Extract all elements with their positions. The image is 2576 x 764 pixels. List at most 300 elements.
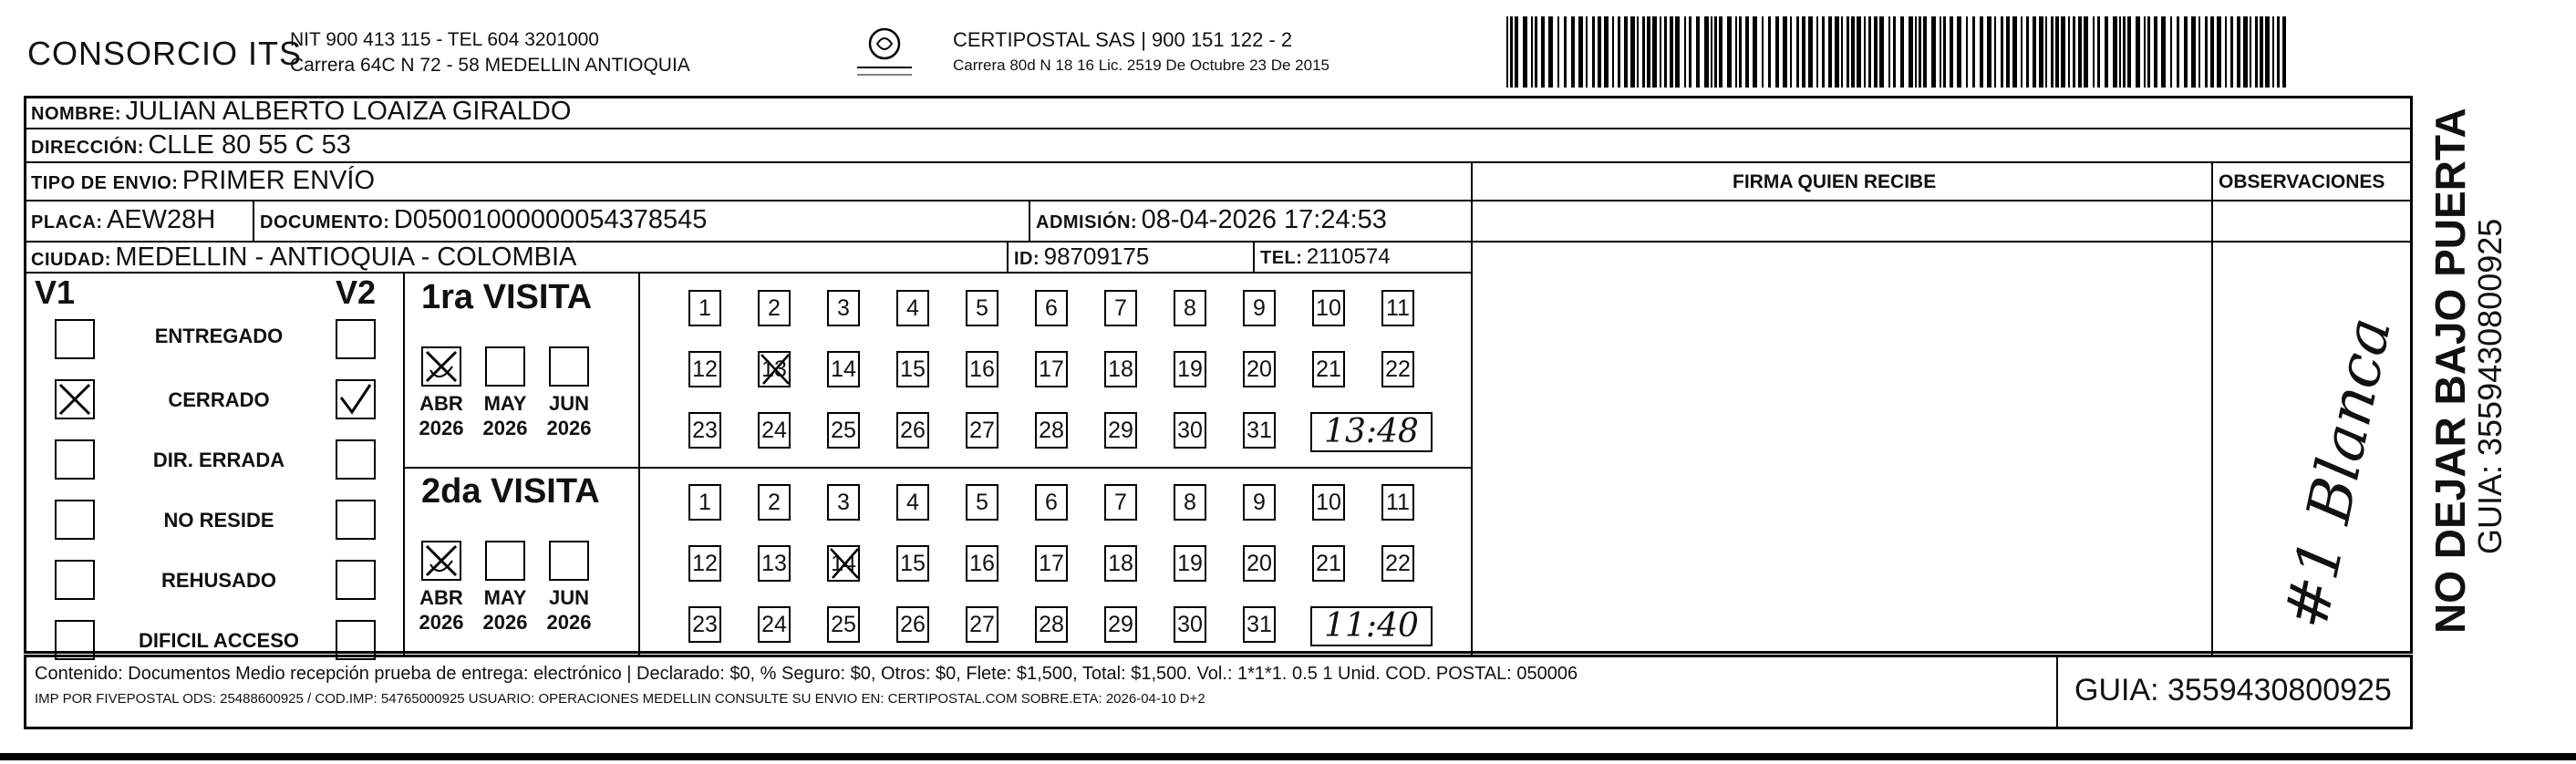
barcode-bar: [1689, 16, 1691, 88]
status-label: REHUSADO: [161, 569, 276, 592]
status-label: NO RESIDE: [163, 509, 274, 532]
barcode-bar: [1980, 16, 1983, 88]
barcode-bar: [1541, 16, 1545, 88]
day-box[interactable]: 10: [1312, 290, 1345, 326]
barcode-bar: [1802, 16, 1805, 88]
status-label: DIFICIL ACCESO: [138, 629, 299, 652]
month-year: 2026: [546, 417, 592, 439]
barcode-bar: [2113, 16, 2117, 88]
check-mark-icon: [758, 351, 794, 387]
day-box[interactable]: 27: [966, 412, 998, 449]
barcode-bar: [1851, 16, 1855, 88]
day-box[interactable]: 25: [827, 412, 860, 449]
day-box[interactable]: 9: [1243, 484, 1276, 521]
v1-checkbox[interactable]: [55, 500, 95, 540]
plate-label: PLACA:: [31, 212, 103, 232]
barcode-bar: [2012, 16, 2017, 88]
barcode-bar: [1647, 16, 1650, 88]
barcode-bar: [2210, 16, 2214, 88]
barcode-bar: [1835, 16, 1839, 88]
barcode-bar: [1727, 16, 1732, 88]
barcode-bar: [1670, 16, 1673, 88]
month-name: MAY: [483, 586, 527, 609]
visit-time: 13:48: [1310, 412, 1433, 452]
v2-checkbox[interactable]: [336, 560, 376, 600]
barcode-bar: [1957, 16, 1961, 88]
barcode-bar: [1762, 16, 1764, 88]
day-box[interactable]: 5: [966, 290, 998, 326]
month-name: JUN: [548, 586, 589, 609]
day-box[interactable]: 13: [758, 351, 791, 387]
barcode-bar: [1768, 16, 1771, 88]
ship-type: PRIMER ENVÍO: [181, 166, 376, 195]
v1-checkbox[interactable]: [55, 560, 95, 600]
document-number: D05001000000054378545: [393, 205, 708, 234]
day-box[interactable]: 21: [1312, 351, 1345, 387]
visit-time: 11:40: [1310, 606, 1433, 646]
barcode-bar: [2255, 16, 2258, 88]
barcode-bar: [1868, 16, 1871, 88]
barcode-bar: [2198, 16, 2200, 88]
barcode-bar: [1618, 16, 1620, 88]
v2-checkbox[interactable]: [336, 319, 376, 359]
plate-cell: [31, 205, 215, 235]
day-box[interactable]: 13: [758, 545, 791, 582]
barcode-bar: [1523, 16, 1527, 88]
observations-column-title: OBSERVACIONES: [2219, 171, 2385, 192]
tel-cell: [1260, 244, 1391, 270]
day-box[interactable]: 25: [827, 606, 860, 643]
barcode-bar: [2051, 16, 2054, 88]
day-box[interactable]: 3: [827, 484, 860, 521]
day-box[interactable]: 30: [1174, 412, 1206, 449]
barcode-bar: [1510, 16, 1513, 88]
barcode-bar: [2039, 16, 2043, 88]
month-checkbox[interactable]: [549, 346, 589, 387]
v1-checkbox[interactable]: [55, 439, 95, 480]
barcode-bar: [1548, 16, 1553, 88]
day-box[interactable]: 30: [1174, 606, 1206, 643]
barcode-bar: [2055, 16, 2059, 88]
v2-checkbox[interactable]: [336, 500, 376, 540]
day-box[interactable]: 21: [1312, 545, 1345, 582]
observation-note: #1 Blanca: [2271, 311, 2405, 635]
courier-info: [953, 27, 1329, 78]
barcode-bar: [1943, 16, 1946, 88]
bottom-rule: [0, 753, 2576, 760]
barcode-bar: [1664, 16, 1667, 88]
barcode-bar: [2136, 16, 2140, 88]
month-checkbox[interactable]: [421, 541, 461, 581]
day-box[interactable]: 26: [896, 606, 929, 643]
month-label: [478, 391, 533, 440]
barcode-bar: [1857, 16, 1861, 88]
barcode-bar: [1966, 16, 1968, 88]
barcode-bar: [2093, 16, 2095, 88]
courier-name: CERTIPOSTAL SAS | 900 151 122 - 2: [953, 28, 1293, 51]
column-divider: [403, 272, 405, 655]
barcode-bar: [2170, 16, 2172, 88]
company-address: Carrera 64C N 72 - 58 MEDELLIN ANTIOQUIA: [290, 55, 690, 76]
barcode: [1505, 16, 2289, 88]
name-row: [31, 97, 571, 127]
barcode-bar: [1624, 16, 1628, 88]
barcode-bar: [2021, 16, 2023, 88]
admission-date: 08-04-2026 17:24:53: [1141, 205, 1387, 234]
cell-divider: [253, 201, 254, 241]
barcode-bar: [1879, 16, 1884, 88]
day-box[interactable]: 1: [688, 290, 721, 326]
barcode-bar: [1557, 16, 1559, 88]
barcode-bar: [2073, 16, 2075, 88]
barcode-bar: [2191, 16, 2196, 88]
certipostal-logo-icon: [853, 26, 916, 82]
document-label: DOCUMENTO:: [260, 212, 390, 232]
footer-divider: [26, 655, 2411, 657]
barcode-bar: [1711, 16, 1712, 88]
month-checkbox[interactable]: [421, 346, 461, 387]
month-name: ABR: [419, 392, 463, 415]
v1-header: V1: [35, 274, 76, 311]
barcode-bar: [2237, 16, 2240, 88]
plate: AEW28H: [107, 205, 216, 234]
barcode-bar: [2205, 16, 2208, 88]
barcode-bar: [2061, 16, 2065, 88]
barcode-bar: [1745, 16, 1749, 88]
v2-checkbox[interactable]: [336, 439, 376, 480]
city-cell: [31, 243, 576, 273]
month-year: 2026: [546, 611, 592, 634]
month-checkbox[interactable]: [485, 541, 525, 581]
v1-checkbox[interactable]: [55, 620, 95, 660]
barcode-bar: [1564, 16, 1567, 88]
barcode-bar: [2147, 16, 2150, 88]
barcode-bar: [1612, 16, 1614, 88]
barcode-bar: [1940, 16, 1941, 88]
v2-header: V2: [336, 274, 377, 311]
barcode-bar: [2265, 16, 2270, 88]
barcode-bar: [1515, 16, 1518, 88]
v2-checkbox[interactable]: [336, 379, 376, 419]
company-info: [290, 27, 690, 78]
day-box[interactable]: 22: [1381, 545, 1414, 582]
company-name: CONSORCIO ITS: [27, 35, 303, 72]
barcode-bar: [1816, 16, 1818, 88]
barcode-bar: [1719, 16, 1723, 88]
month-label: [414, 585, 469, 635]
column-divider: [638, 272, 640, 655]
imp-line: IMP POR FIVEPOSTAL ODS: 25488600925 / COD.IMP: 54765000925 USUARIO: OPERACIONES MEDELLIN CONSULTE SU ENVIO EN: CERTIPOSTAL.COM SOBRE.ETA: 2026-04-10 D+2: [35, 691, 1205, 707]
column-divider: [1471, 161, 1473, 655]
content-line: Contenido: Documentos Medio recepción prueba de entrega: electrónico | Declarado: $0, % Seguro: $0, Otros: $0, Flete: $1,500, Total: $1,500. Vol.: 1*1*1. 0.5 1 Unid. COD. POSTAL: 050006: [35, 664, 1578, 684]
barcode-bar: [1592, 16, 1595, 88]
day-box[interactable]: 14: [827, 351, 860, 387]
row-divider: [26, 128, 2411, 129]
barcode-bar: [1874, 16, 1878, 88]
barcode-bar: [1822, 16, 1825, 88]
day-box[interactable]: 26: [896, 412, 929, 449]
cell-divider: [1253, 241, 1255, 272]
day-box[interactable]: 31: [1243, 412, 1276, 449]
visit-title: 2da VISITA: [421, 472, 600, 511]
side-notice: NO DEJAR BAJO PUERTA: [2426, 108, 2474, 634]
barcode-bar: [1675, 16, 1680, 88]
day-box[interactable]: 29: [1104, 606, 1137, 643]
day-box[interactable]: 6: [1035, 290, 1068, 326]
barcode-bar: [1909, 16, 1913, 88]
barcode-bar: [1531, 16, 1533, 88]
day-box[interactable]: 29: [1104, 412, 1137, 449]
day-box[interactable]: 19: [1174, 545, 1206, 582]
barcode-bar: [2154, 16, 2157, 88]
cell-divider: [1029, 201, 1030, 241]
barcode-bar: [1642, 16, 1645, 88]
barcode-bar: [2105, 16, 2108, 88]
day-box[interactable]: 24: [758, 606, 791, 643]
barcode-bar: [1571, 16, 1575, 88]
courier-address: Carrera 80d N 18 16 Lic. 2519 De Octubre 23 De 2015: [953, 57, 1329, 74]
check-mark-icon: [336, 379, 376, 419]
barcode-bar: [2282, 16, 2286, 88]
barcode-bar: [2161, 16, 2166, 88]
ship-type-label: TIPO DE ENVIO:: [31, 173, 179, 193]
barcode-bar: [2084, 16, 2088, 88]
barcode-bar: [2078, 16, 2082, 88]
day-box[interactable]: 24: [758, 412, 791, 449]
month-name: ABR: [419, 586, 463, 609]
barcode-bar: [1684, 16, 1686, 88]
barcode-bar: [1790, 16, 1792, 88]
address-label: DIRECCIÓN:: [31, 138, 144, 158]
status-label: CERRADO: [168, 388, 270, 411]
barcode-bar: [2127, 16, 2131, 88]
day-box[interactable]: 28: [1035, 606, 1068, 643]
id-number: 98709175: [1043, 243, 1150, 270]
guia-number: GUIA: 3559430800925: [2074, 673, 2392, 707]
day-box[interactable]: 17: [1035, 351, 1068, 387]
recipient-name: JULIAN ALBERTO LOAIZA GIRALDO: [125, 97, 572, 126]
month-year: 2026: [419, 611, 464, 634]
barcode-bar: [1847, 16, 1849, 88]
day-box[interactable]: 12: [688, 351, 721, 387]
month-name: MAY: [483, 392, 527, 415]
day-box[interactable]: 23: [688, 606, 721, 643]
barcode-bar: [2184, 16, 2188, 88]
day-box[interactable]: 8: [1174, 484, 1206, 521]
barcode-bar: [1950, 16, 1953, 88]
day-box[interactable]: 6: [1035, 484, 1068, 521]
barcode-bar: [2217, 16, 2221, 88]
barcode-bar: [1598, 16, 1601, 88]
barcode-bar: [1586, 16, 1588, 88]
barcode-bar: [2006, 16, 2010, 88]
ship-type-row: [31, 166, 375, 196]
day-box[interactable]: 17: [1035, 545, 1068, 582]
month-label: [478, 585, 533, 635]
day-box[interactable]: 12: [688, 545, 721, 582]
barcode-bar: [1578, 16, 1583, 88]
barcode-bar: [1864, 16, 1866, 88]
cell-divider: [1007, 241, 1009, 272]
day-box[interactable]: 16: [966, 545, 998, 582]
barcode-bar: [1828, 16, 1832, 88]
v1-checkbox[interactable]: [55, 319, 95, 359]
name-label: NOMBRE:: [31, 104, 122, 124]
barcode-bar: [1652, 16, 1657, 88]
day-box[interactable]: 2: [758, 484, 791, 521]
barcode-bar: [1783, 16, 1787, 88]
barcode-bar: [2123, 16, 2126, 88]
barcode-bar: [1775, 16, 1779, 88]
barcode-bar: [1604, 16, 1609, 88]
barcode-bar: [1900, 16, 1904, 88]
v1-checkbox[interactable]: [55, 379, 95, 419]
barcode-bar: [2026, 16, 2029, 88]
document-cell: [260, 205, 707, 235]
day-box[interactable]: 15: [896, 545, 929, 582]
visit-divider: [403, 467, 1471, 469]
v2-checkbox[interactable]: [336, 620, 376, 660]
check-mark-icon: [421, 541, 461, 581]
barcode-bar: [1753, 16, 1757, 88]
barcode-bar: [1972, 16, 1975, 88]
check-mark-icon: [827, 545, 864, 582]
row-divider: [26, 161, 2411, 163]
month-label: [542, 585, 596, 635]
day-box[interactable]: 1: [688, 484, 721, 521]
delivery-form: [24, 96, 2413, 654]
barcode-bar: [1739, 16, 1742, 88]
day-box[interactable]: 4: [896, 290, 929, 326]
barcode-bar: [1888, 16, 1890, 88]
day-box[interactable]: 10: [1312, 484, 1345, 521]
barcode-bar: [1796, 16, 1799, 88]
day-box[interactable]: 31: [1243, 606, 1276, 643]
barcode-bar: [2144, 16, 2146, 88]
day-box[interactable]: 18: [1104, 351, 1137, 387]
day-box[interactable]: 7: [1104, 290, 1137, 326]
day-box[interactable]: 18: [1104, 545, 1137, 582]
barcode-bar: [1893, 16, 1896, 88]
barcode-bar: [2260, 16, 2263, 88]
nit-line: NIT 900 413 115 - TEL 604 3201000: [290, 29, 599, 50]
day-box[interactable]: 16: [966, 351, 998, 387]
signature-column-title: FIRMA QUIEN RECIBE: [1733, 171, 1937, 192]
barcode-bar: [1923, 16, 1927, 88]
month-label: [414, 391, 469, 440]
day-box[interactable]: 20: [1243, 545, 1276, 582]
barcode-bar: [2277, 16, 2280, 88]
barcode-bar: [2272, 16, 2274, 88]
month-year: 2026: [482, 611, 528, 634]
id-cell: [1014, 243, 1149, 271]
visit-title: 1ra VISITA: [421, 278, 593, 316]
barcode-bar: [1808, 16, 1813, 88]
day-box[interactable]: 28: [1035, 412, 1068, 449]
barcode-bar: [2250, 16, 2251, 88]
day-box[interactable]: 9: [1243, 290, 1276, 326]
barcode-bar: [1660, 16, 1661, 88]
barcode-bar: [2177, 16, 2179, 88]
day-box[interactable]: 5: [966, 484, 998, 521]
month-checkbox[interactable]: [549, 541, 589, 581]
city: MEDELLIN - ANTIOQUIA - COLOMBIA: [115, 243, 577, 272]
day-box[interactable]: 11: [1381, 484, 1414, 521]
barcode-bar: [2243, 16, 2248, 88]
day-box[interactable]: 2: [758, 290, 791, 326]
day-box[interactable]: 15: [896, 351, 929, 387]
month-label: [542, 391, 596, 440]
barcode-bar: [2225, 16, 2227, 88]
check-mark-icon: [421, 346, 461, 387]
barcode-bar: [2001, 16, 2003, 88]
month-year: 2026: [482, 417, 528, 439]
address-row: [31, 130, 351, 160]
tel-number: 2110574: [1306, 244, 1391, 269]
barcode-bar: [1637, 16, 1639, 88]
barcode-bar: [2230, 16, 2233, 88]
day-box[interactable]: 11: [1381, 290, 1414, 326]
cell-divider: [2056, 655, 2058, 728]
day-box[interactable]: 4: [896, 484, 929, 521]
row-divider: [26, 200, 2411, 201]
barcode-bar: [1915, 16, 1917, 88]
row-divider: [2211, 200, 2411, 201]
barcode-bar: [1735, 16, 1737, 88]
day-box[interactable]: 14: [827, 545, 860, 582]
side-guia: GUIA: 3559430800925: [2471, 218, 2509, 554]
column-divider: [2211, 161, 2213, 655]
barcode-bar: [1919, 16, 1921, 88]
barcode-bar: [1714, 16, 1717, 88]
barcode-bar: [1535, 16, 1537, 88]
day-box[interactable]: 20: [1243, 351, 1276, 387]
day-box[interactable]: 19: [1174, 351, 1206, 387]
day-box[interactable]: 27: [966, 606, 998, 643]
status-label: DIR. ERRADA: [152, 449, 285, 471]
admission-label: ADMISIÓN:: [1036, 212, 1138, 232]
barcode-bar: [2033, 16, 2036, 88]
recipient-address: CLLE 80 55 C 53: [148, 130, 351, 160]
day-box[interactable]: 8: [1174, 290, 1206, 326]
frame-bottom: [24, 727, 2413, 729]
barcode-bar: [2119, 16, 2121, 88]
month-year: 2026: [419, 417, 464, 439]
barcode-bar: [2097, 16, 2100, 88]
tel-label: TEL:: [1260, 248, 1303, 268]
city-label: CIUDAD:: [31, 250, 111, 270]
barcode-bar: [1994, 16, 1996, 88]
barcode-bar: [1630, 16, 1635, 88]
status-label: ENTREGADO: [154, 325, 284, 347]
day-box[interactable]: 23: [688, 412, 721, 449]
day-box[interactable]: 22: [1381, 351, 1414, 387]
barcode-bar: [1841, 16, 1843, 88]
barcode-bar: [1987, 16, 1991, 88]
barcode-bar: [2045, 16, 2047, 88]
month-checkbox[interactable]: [485, 346, 525, 387]
day-box[interactable]: 3: [827, 290, 860, 326]
month-name: JUN: [548, 392, 589, 415]
barcode-bar: [2068, 16, 2070, 88]
barcode-bar: [1931, 16, 1936, 88]
day-box[interactable]: 7: [1104, 484, 1137, 521]
check-mark-icon: [55, 379, 95, 419]
admission-cell: [1036, 205, 1387, 235]
barcode-bar: [1704, 16, 1709, 88]
id-label: ID:: [1014, 249, 1040, 269]
barcode-bar: [1506, 16, 1508, 88]
